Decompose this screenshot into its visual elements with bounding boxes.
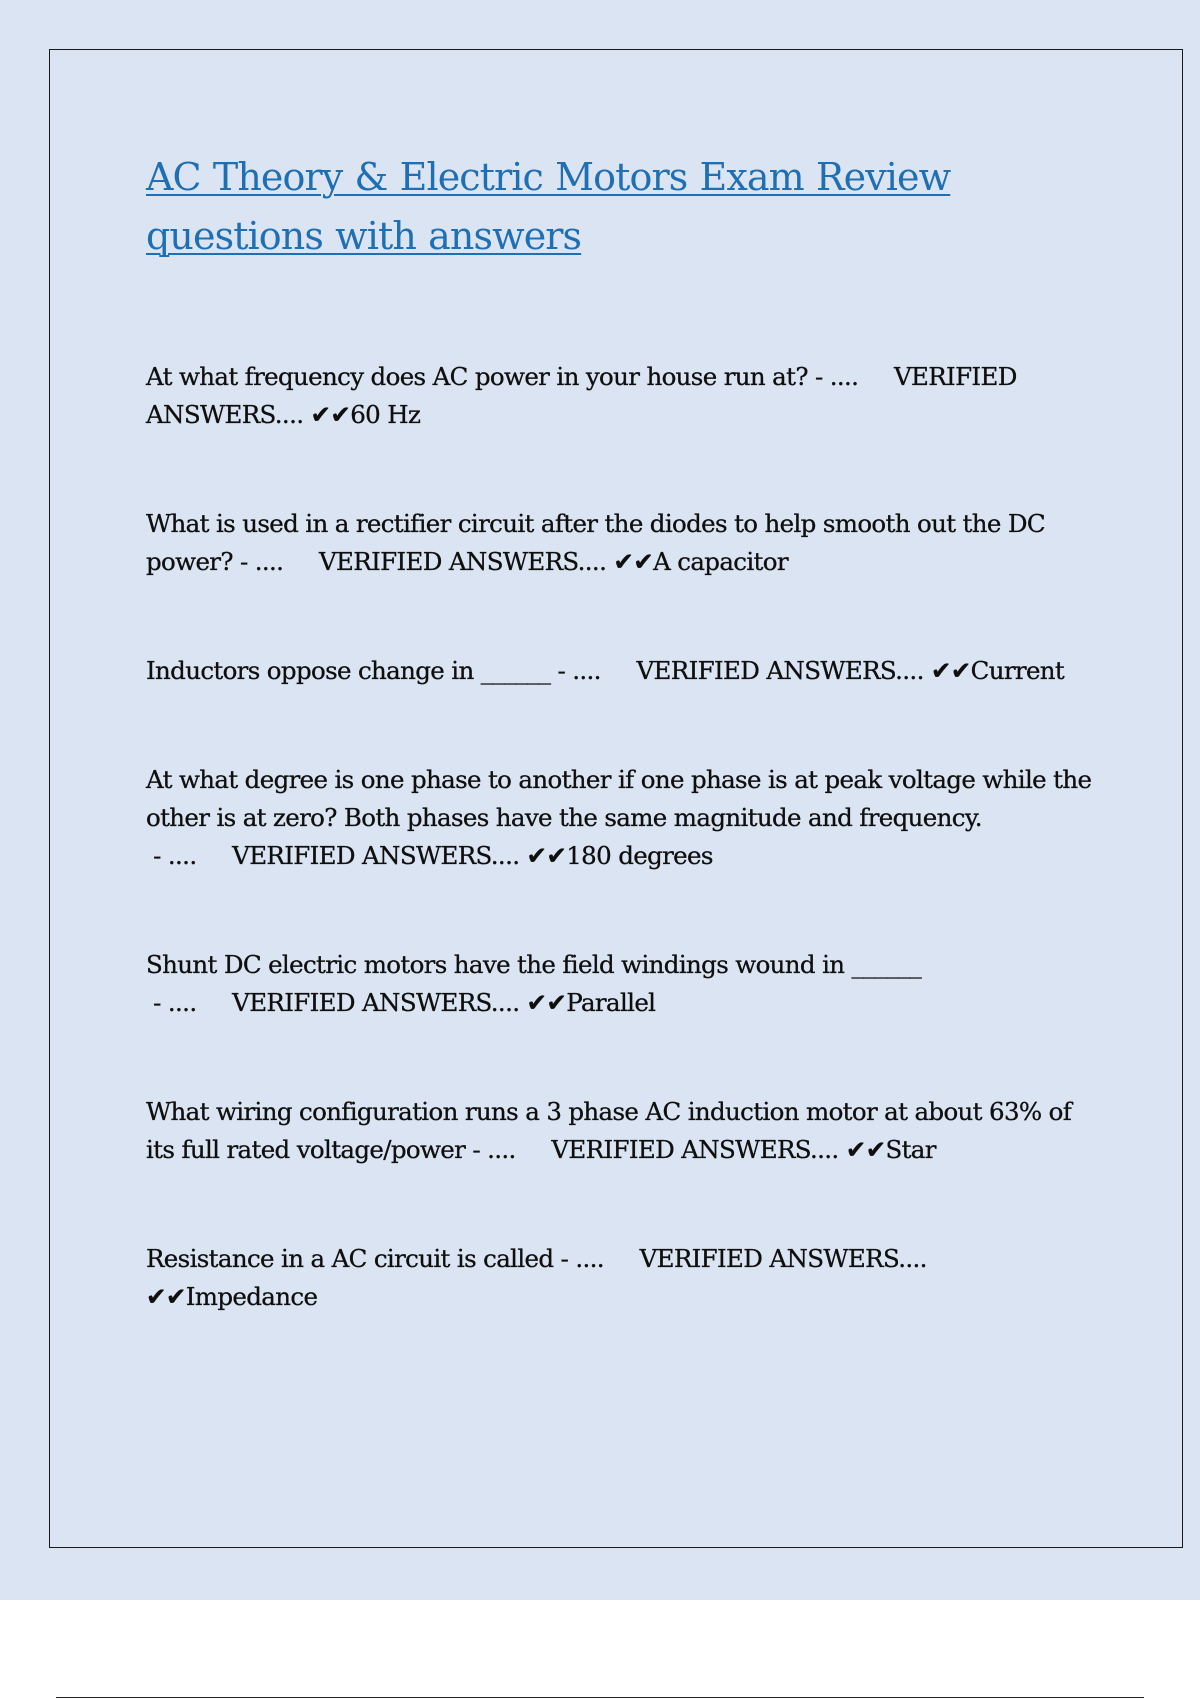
document-title[interactable]: AC Theory & Electric Motors Exam Review questions with answers [146, 155, 951, 258]
footer-rule [56, 1697, 1144, 1698]
separator: - .... [146, 988, 233, 1017]
answer-label: VERIFIED ANSWERS.... [639, 1244, 927, 1273]
question-text: Resistance in a AC circuit is called [146, 1244, 554, 1273]
question-text: What wiring configuration runs a 3 phase AC induction motor at about 63% of its full rated voltage/power [146, 1097, 1072, 1164]
question-text: Shunt DC electric motors have the field windings wound in ______ [146, 950, 922, 979]
question-text: At what degree is one phase to another if one phase is at peak voltage while the other is at zero? Both phases have the same magnitude and frequency. [146, 765, 1092, 832]
question-text: At what frequency does AC power in your house run at? [146, 362, 808, 391]
answer-text: ✔✔180 degrees [519, 841, 713, 870]
question-text: What is used in a rectifier circuit after the diodes to help smooth out the DC power? [146, 509, 1045, 576]
qa-item-1 [146, 358, 1092, 434]
qa-item-6 [146, 1093, 1092, 1169]
qa-item-5 [146, 946, 1092, 1022]
answer-text: ✔✔Parallel [519, 988, 656, 1017]
separator: - .... [232, 547, 320, 576]
answer-text: ✔✔Impedance [146, 1282, 318, 1311]
answer-text: ✔✔Current [923, 656, 1065, 685]
answer-label: VERIFIED ANSWERS.... [232, 841, 520, 870]
answer-label: VERIFIED ANSWERS.... [551, 1135, 839, 1164]
separator: - .... [553, 1244, 640, 1273]
qa-item-3 [146, 652, 1092, 690]
answer-label: VERIFIED ANSWERS.... [232, 988, 520, 1017]
qa-item-7 [146, 1240, 1092, 1316]
answer-label: VERIFIED ANSWERS.... [146, 362, 1017, 429]
answer-text: ✔✔60 Hz [303, 400, 421, 429]
answer-text: ✔✔Star [838, 1135, 936, 1164]
answer-label: VERIFIED ANSWERS.... [319, 547, 607, 576]
qa-item-2 [146, 505, 1092, 581]
answer-label: VERIFIED ANSWERS.... [636, 656, 924, 685]
separator: - .... [465, 1135, 552, 1164]
qa-item-4 [146, 761, 1092, 875]
answer-text: ✔✔A capacitor [606, 547, 788, 576]
question-text: Inductors oppose change in ______ [146, 656, 551, 685]
separator: - .... [146, 841, 233, 870]
separator: - .... [807, 362, 894, 391]
separator: - .... [550, 656, 637, 685]
